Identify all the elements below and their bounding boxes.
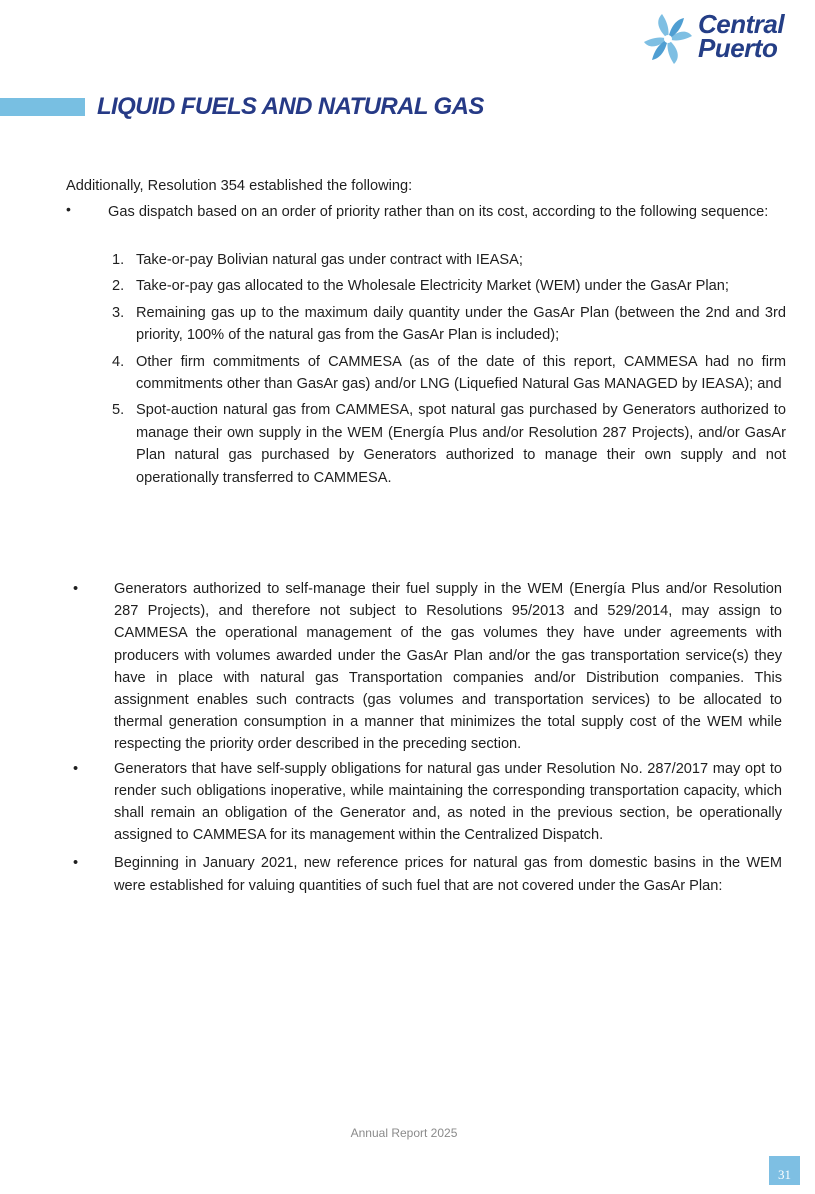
sequence-number: 2. (112, 278, 125, 295)
priority-bullet-text: Gas dispatch based on an order of priority rather than on its cost, according to the following sequence: (108, 204, 769, 220)
bullet-text: Beginning in January 2021, new reference prices for natural gas from domestic basins in the WEM were established for valuing quantities of such fuel that are not covered under the GasAr Plan: (114, 855, 782, 894)
list-item (66, 758, 782, 847)
bullet-marker: • (73, 855, 79, 872)
sequence-text: Spot-auction natural gas from CAMMESA, spot natural gas purchased by Generators authorized to manage their own supply in the WEM (Energía Plus and/or Resolution 287 Projects), and/or GasAr Plan natural gas purchased by Generators authorized to manage their own supply and not operationally transferred to CAMMESA. (136, 402, 786, 486)
generator-bullets-list (66, 578, 782, 899)
title-accent-bar (0, 98, 85, 116)
priority-sequence-list (108, 249, 786, 493)
bullet-marker: • (73, 581, 79, 597)
bullet-marker: • (73, 760, 79, 777)
sequence-text: Take-or-pay gas allocated to the Wholesale Electricity Market (WEM) under the GasAr Plan; (136, 278, 729, 295)
sequence-text: Other firm commitments of CAMMESA (as of the date of this report, CAMMESA had no firm commitments other than GasAr gas) and/or LNG (Liquefied Natural Gas MANAGED by IEASA); and (136, 353, 786, 393)
priority-bullet (66, 201, 786, 223)
logo-line-2: Puerto (698, 33, 778, 63)
sequence-number: 3. (112, 304, 125, 321)
pinwheel-icon (640, 10, 696, 68)
page-number: 31 (769, 1156, 800, 1185)
section-title: LIQUID FUELS AND NATURAL GAS (97, 93, 484, 120)
sequence-item (108, 302, 786, 347)
sequence-item (108, 399, 786, 489)
sequence-item (108, 275, 786, 297)
sequence-item (108, 351, 786, 396)
bullet-marker: • (66, 201, 71, 217)
bullet-text: Generators authorized to self-manage their fuel supply in the WEM (Energía Plus and/or Resolution 287 Projects), and therefore not subject to Resolutions 95/2013 and 529/2014, may assign to CAMMESA the operational management of the gas volumes they have under agreements with producers with volumes awarded under the GasAr Plan and/or the gas transportation service(s) they have in place with natural gas Transportation companies and/or Distribution companies. This assignment enables such contracts (gas volumes and transportation services) to be allocated to thermal generation consumption in a manner that minimizes the total supply cost of the WEM while respecting the priority order described in the preceding section. (114, 581, 782, 753)
footer-report-name: Annual Report 2025 (350, 1126, 458, 1140)
list-item (66, 852, 782, 896)
intro-paragraph: Additionally, Resolution 354 established the following: (66, 178, 413, 194)
logo-wordmark (698, 9, 785, 63)
sequence-number: 4. (112, 353, 125, 370)
sequence-item (108, 249, 786, 271)
sequence-text: Take-or-pay Bolivian natural gas under contract with IEASA; (136, 252, 523, 268)
sequence-number: 1. (112, 252, 125, 268)
sequence-number: 5. (112, 402, 125, 419)
sequence-text: Remaining gas up to the maximum daily quantity under the GasAr Plan (between the 2nd and 3rd priority, 100% of the natural gas from the GasAr Plan is included); (136, 304, 786, 344)
logo-line-1: Central (698, 9, 785, 39)
list-item (66, 578, 782, 756)
company-logo (640, 8, 805, 72)
bullet-text: Generators that have self-supply obligations for natural gas under Resolution No. 287/2017 may opt to render such obligations inoperative, while maintaining the corresponding transportation capacity, which shall remain an obligation of the Generator and, as noted in the previous section, be operationally assigned to CAMMESA for its management within the Centralized Dispatch. (114, 760, 782, 844)
